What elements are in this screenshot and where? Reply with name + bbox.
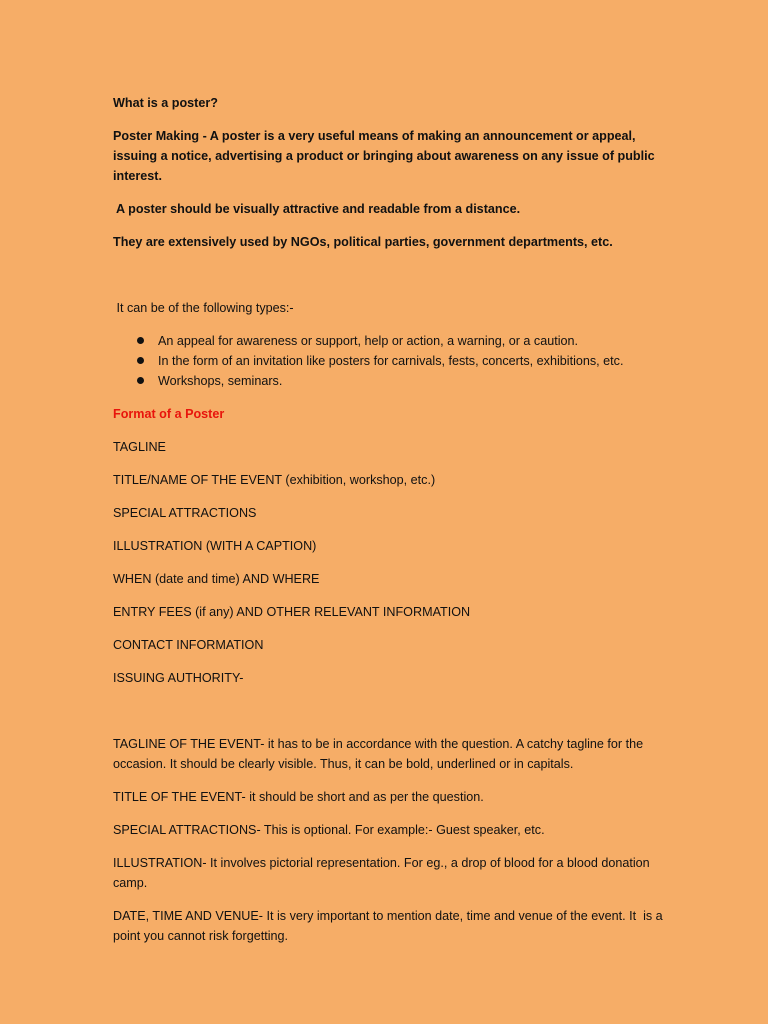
- type-item-text: In the form of an invitation like posters for carnivals, fests, concerts, exhibitions, etc.: [158, 354, 624, 368]
- bullet-icon: [137, 377, 144, 384]
- format-item: WHEN (date and time) AND WHERE: [113, 572, 320, 586]
- format-item: SPECIAL ATTRACTIONS: [113, 506, 257, 520]
- detail-paragraph: TITLE OF THE EVENT- it should be short and as per the question.: [113, 790, 484, 804]
- format-item: ILLUSTRATION (WITH A CAPTION): [113, 539, 317, 553]
- poster-attractive-note: A poster should be visually attractive and readable from a distance.: [113, 202, 521, 216]
- detail-paragraph: TAGLINE OF THE EVENT- it has to be in accordance with the question. A catchy tagline for the occasion. It should be clearly visible. Thus, it can be bold, underlined or in capitals.: [113, 737, 644, 771]
- format-item: TITLE/NAME OF THE EVENT (exhibition, workshop, etc.): [113, 473, 436, 487]
- types-heading: It can be of the following types:-: [113, 301, 294, 315]
- type-item-text: Workshops, seminars.: [158, 374, 283, 388]
- format-item: ISSUING AUTHORITY-: [113, 671, 244, 685]
- bullet-icon: [137, 337, 144, 344]
- document-body: [113, 93, 667, 946]
- format-heading: Format of a Poster: [113, 407, 225, 421]
- list-item: [113, 351, 663, 371]
- type-item-text: An appeal for awareness or support, help or action, a warning, or a caution.: [158, 334, 579, 348]
- format-item: CONTACT INFORMATION: [113, 638, 264, 652]
- list-item: [113, 331, 663, 351]
- list-item: [113, 371, 663, 391]
- types-list: [113, 331, 663, 391]
- detail-paragraph: SPECIAL ATTRACTIONS- This is optional. For example:- Guest speaker, etc.: [113, 823, 545, 837]
- question-heading: What is a poster?: [113, 96, 218, 110]
- detail-paragraph: DATE, TIME AND VENUE- It is very important to mention date, time and venue of the event. It is a point you cannot risk forgetting.: [113, 909, 667, 943]
- detail-paragraph: ILLUSTRATION- It involves pictorial representation. For eg., a drop of blood for a blood donation camp.: [113, 856, 650, 890]
- format-item: ENTRY FEES (if any) AND OTHER RELEVANT INFORMATION: [113, 605, 471, 619]
- bullet-icon: [137, 357, 144, 364]
- poster-usage: They are extensively used by NGOs, political parties, government departments, etc.: [113, 235, 613, 249]
- format-item: TAGLINE: [113, 440, 166, 454]
- poster-definition: Poster Making - A poster is a very useful means of making an announcement or appeal, issuing a notice, advertising a product or bringing about awareness on any issue of public interest.: [113, 129, 655, 183]
